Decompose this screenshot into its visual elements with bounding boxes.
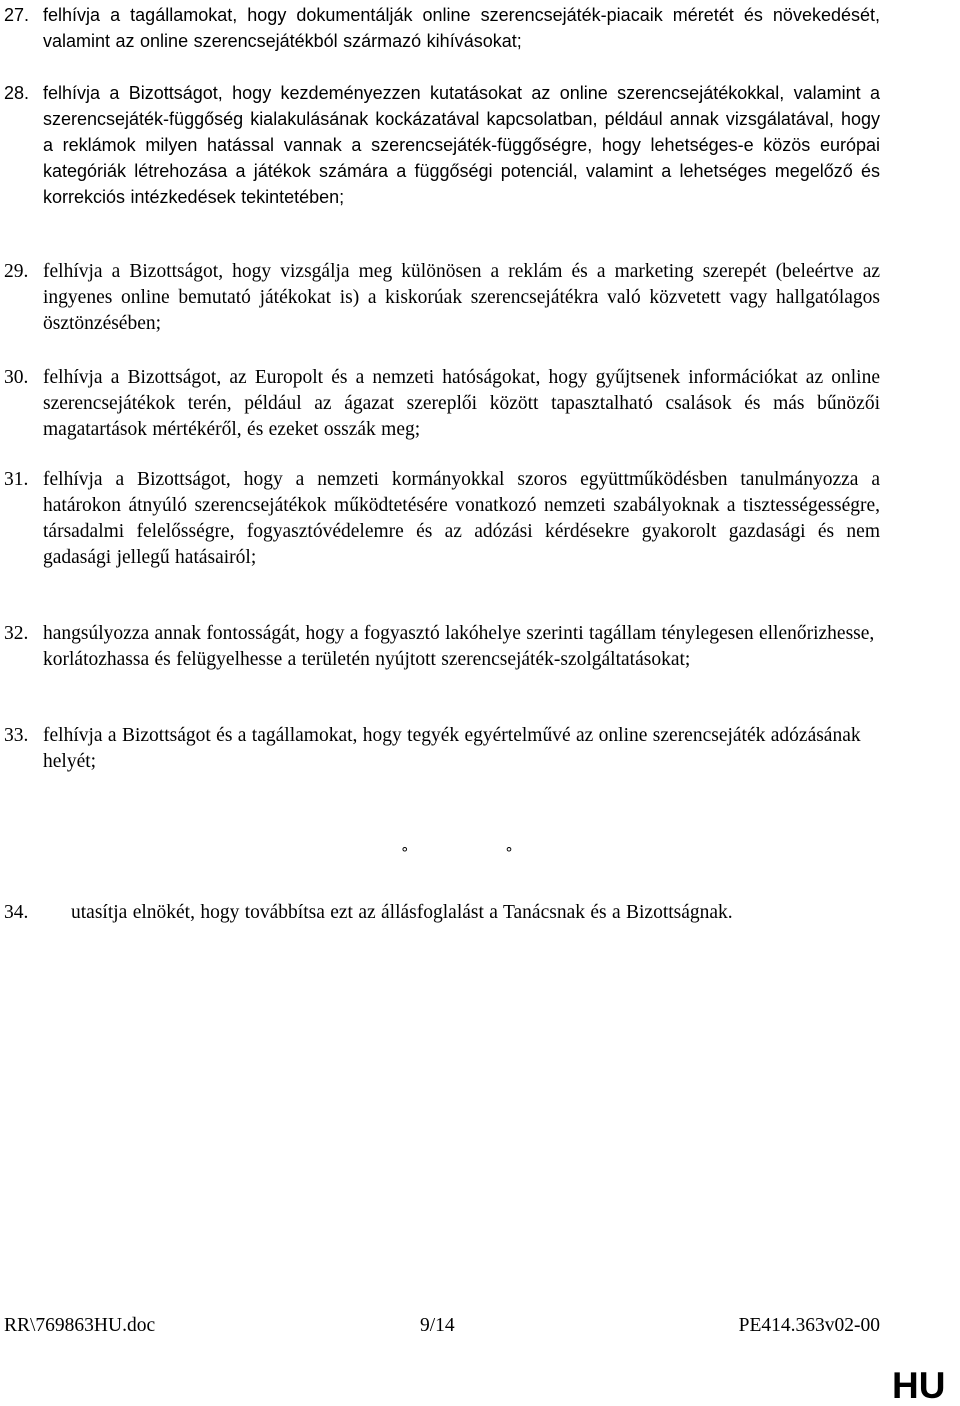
paragraph-33 (4, 723, 880, 775)
footer-version: PE414.363v02-00 (738, 1315, 880, 1336)
paragraph-text: utasítja elnökét, hogy továbbítsa ezt az állásfoglalást a Tanácsnak és a Bizottságnak. (71, 902, 733, 923)
paragraph-number: 32. (4, 623, 29, 644)
paragraph-text: felhívja a Bizottságot, hogy a nemzeti kormányokkal szoros együttműködésben tanulmányozza a határokon átnyúló szerencsejátékok működtetésére vonatkozó nemzeti szabályoknak a tisztességességre, társadalmi felelősségre, fogyasztóvédelemre és az adózási kérdésekre gyakorolt gazdasági és nem gadasági jellegű hatásairól; (43, 469, 880, 568)
paragraph-34 (4, 900, 880, 926)
footer-page-number: 9/14 (420, 1315, 455, 1336)
paragraph-number: 30. (4, 367, 29, 388)
paragraph-29 (4, 259, 880, 337)
paragraph-text: felhívja a tagállamokat, hogy dokumentálják online szerencsejáték-piacaik méretét és növekedését, valamint az online szerencsejátékból származó kihívásokat; (43, 5, 880, 51)
paragraph-27 (4, 2, 880, 54)
paragraph-32 (4, 621, 880, 673)
paragraph-text: felhívja a Bizottságot és a tagállamokat, hogy tegyék egyértelművé az online szerencsejáték adózásának helyét; (43, 725, 861, 772)
paragraph-31 (4, 467, 880, 571)
paragraph-number: 29. (4, 261, 29, 282)
paragraph-number: 27. (4, 5, 30, 25)
section-separator: ° ° (401, 844, 559, 862)
paragraph-text: felhívja a Bizottságot, hogy vizsgálja meg különösen a reklám és a marketing szerepét (beleértve az ingyenes online bemutató játékokat is) a kiskorúak szerencsejátékra való közvetett vagy hallgatólagos ösztönzésében; (43, 261, 880, 334)
paragraph-30 (4, 365, 880, 443)
paragraph-number: 34. (4, 902, 29, 923)
paragraph-number: 28. (4, 83, 30, 103)
paragraph-number: 33. (4, 725, 29, 746)
paragraph-number: 31. (4, 469, 29, 490)
paragraph-text: felhívja a Bizottságot, hogy kezdeményezzen kutatásokat az online szerencsejátékokkal, valamint a szerencsejáték-függőség kialakulásának kockázatával kapcsolatban, például annak vizsgálatával, hogy a reklámok milyen hatással vannak a szerencsejáték-függőségre, hogy lehetséges-e közös európai kategóriák létrehozása a játékok számára a függőségi potenciál, valamint a lehetséges megelőző és korrekciós intézkedések tekintetében; (43, 83, 880, 207)
language-code: HU (892, 1365, 946, 1406)
paragraph-28 (4, 80, 880, 210)
paragraph-text: felhívja a Bizottságot, az Europolt és a nemzeti hatóságokat, hogy gyűjtsenek információkat az online szerencsejátékok terén, például az ágazat szereplői között tapasztalható csalások és más bűnözői magatartások mértékéről, és ezeket osszák meg; (43, 367, 880, 440)
footer-doc-reference: RR\769863HU.doc (4, 1315, 156, 1336)
paragraph-text: hangsúlyozza annak fontosságát, hogy a fogyasztó lakóhelye szerinti tagállam ténylegesen ellenőrizhesse, korlátozhassa és felügyelhesse a területén nyújtott szerencsejáték-szolgáltatásokat; (43, 623, 875, 670)
